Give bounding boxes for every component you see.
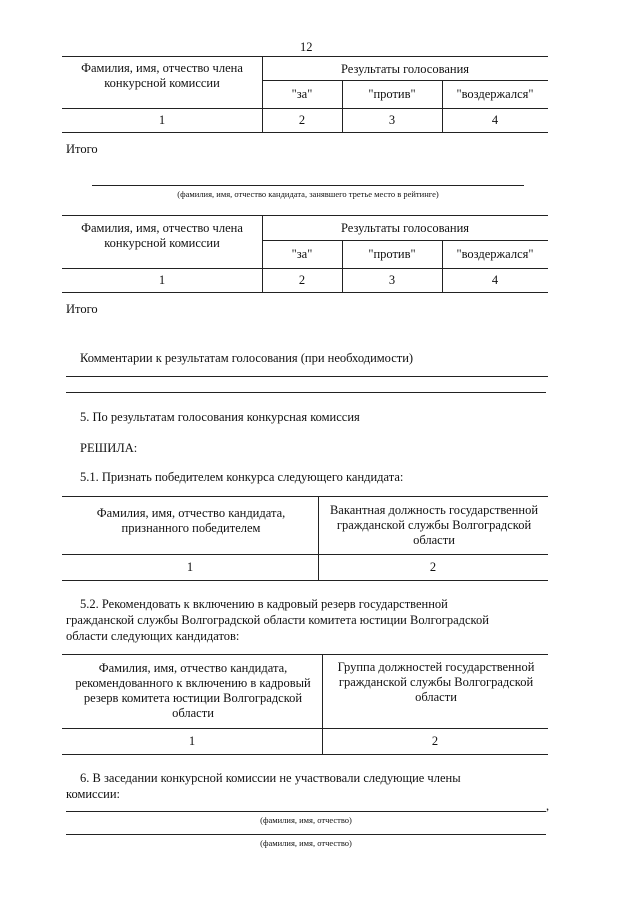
itogo-label-2: Итого [66, 302, 98, 316]
itogo-label-1: Итого [66, 142, 98, 156]
winner-col-fio: Фамилия, имя, отчество кандидата, признанного победителем [96, 506, 286, 535]
comments-label: Комментарии к результатам голосования (при необходимости) [80, 351, 414, 365]
col-za: "за" [291, 86, 313, 101]
col-number-1: 1 [158, 272, 166, 287]
col-number-2: 2 [298, 272, 306, 287]
col-number-1: 1 [158, 112, 166, 127]
section-5-heading: 5. По результатам голосования конкурсная комиссия [80, 410, 360, 424]
winner-col-number-2: 2 [429, 559, 437, 574]
reserve-col-group: Группа должностей государственной гражданской службы Волгоградской области [337, 659, 535, 704]
col-protiv: "против" [368, 86, 416, 101]
reserve-col-fio: Фамилия, имя, отчество кандидата, рекомендованного к включению в кадровый резерв комитета юстиции Волгоградской области [75, 661, 311, 720]
absent-member-line-2 [66, 834, 546, 835]
winner-col-position: Вакантная должность государственной гражданской службы Волгоградской области [329, 502, 539, 547]
col-number-3: 3 [388, 112, 396, 127]
col-za: "за" [291, 246, 313, 261]
reserve-col-number-1: 1 [188, 733, 196, 748]
col-number-4: 4 [491, 272, 499, 287]
comments-line-2 [66, 392, 546, 393]
candidate-third-caption: (фамилия, имя, отчество кандидата, занявшего третье место в рейтинге) [177, 189, 439, 199]
comments-line-1 [66, 376, 548, 377]
paragraph-5-1: 5.1. Признать победителем конкурса следующего кандидата: [80, 470, 404, 484]
absent-member-caption-2: (фамилия, имя, отчество) [260, 838, 352, 848]
col-protiv: "против" [368, 246, 416, 261]
col-vozderzhalsya: "воздержался" [456, 246, 534, 261]
reshila-label: РЕШИЛА: [80, 441, 138, 455]
absent-member-caption-1: (фамилия, имя, отчество) [260, 815, 352, 825]
absent-member-line-1 [66, 811, 546, 812]
reserve-col-number-2: 2 [431, 733, 439, 748]
col-number-3: 3 [388, 272, 396, 287]
col-number-4: 4 [491, 112, 499, 127]
results-header: Результаты голосования [340, 61, 470, 76]
fio-header: Фамилия, имя, отчество члена конкурсной комиссии [81, 221, 243, 250]
comma-mark: , [546, 799, 550, 813]
col-vozderzhalsya: "воздержался" [456, 86, 534, 101]
candidate-third-line [92, 185, 524, 186]
col-number-2: 2 [298, 112, 306, 127]
results-header: Результаты голосования [340, 221, 470, 235]
page-number: 12 [300, 40, 313, 54]
winner-col-number-1: 1 [186, 559, 194, 574]
fio-header: Фамилия, имя, отчество члена конкурсной комиссии [81, 61, 243, 90]
